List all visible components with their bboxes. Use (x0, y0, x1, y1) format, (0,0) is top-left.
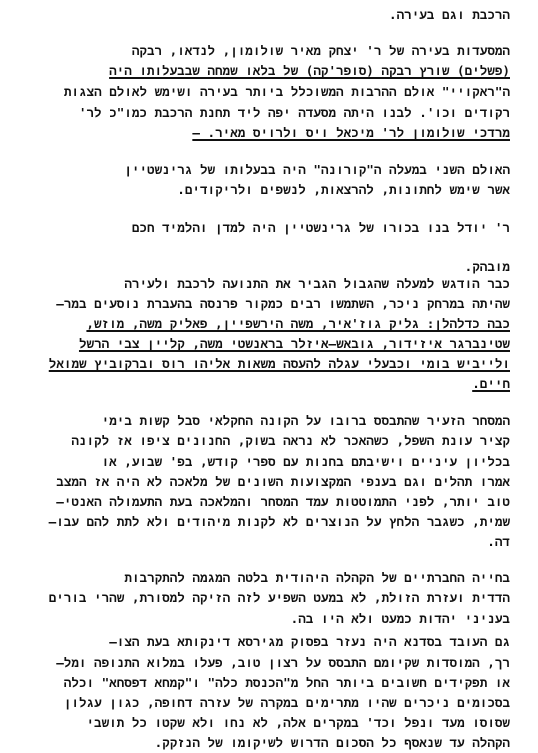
p3-line-1: ר' יודל בנו בכורו של גרינשטיין היה למדן והלמיד חכם (131, 220, 510, 235)
section-title: הרכבת וגם בעירה. (389, 7, 510, 22)
p1-line-5: מרדכי שולומון לר' מיכאל ויס ולרויס מאיר. – (192, 125, 510, 140)
p5-line-3: בכליון עיניים וישיבתם בחנות עם ספרי קודש, בפ' שבוע, או (101, 454, 510, 469)
p4-line-6: חיים. (472, 376, 510, 391)
p1-line-3: ה"ראקויי" אולם ההרבות המשוכלל ביותר בעירה ושימש לאולם הצגות (63, 84, 510, 99)
p7-line-5: שסוסו מעד ונפל וכד' במקרים אלה, לא נחו ולא שקטו כל תושבי (86, 715, 510, 730)
p5-line-5: טוב יותר, לפני התמוטטות עמד המסחר והמלאכה בעת התעמולה האנטי– (56, 494, 510, 509)
p4-line-2: שהיתה במרחק ניכר, השתמשו רבים כמקור פרנסה בהעברת נוסעים במר– (56, 296, 510, 311)
p4-line-1: כבר הודגש למעלה שהגבול הגביר את התנועה לרכבת ולעירה (124, 276, 510, 291)
p4-line-4: שטינברגר איזידור, גובאש–איזלר בראנשטי משה, קליין צבי הרשל (78, 336, 510, 351)
p5-line-7: דה. (487, 534, 510, 549)
p2-line-1: האולם השני במעלה ה"קורונה" היה בבעלותו של גרינשטיין (124, 162, 510, 177)
p1-line-2: (פשלים) שורץ רבקה (סופר'קה) של בלאו שמחה שבבעלותו היה (109, 63, 510, 78)
p5-line-1: המסחר הזעיר שהתבסס ברובו על הקונה החקלאי סבל קשות בימי (101, 413, 510, 428)
p1-line-4: רקודים וכו'. לבנו היתה מסעדה יפה ליד תחנת הרכבת כמו"כ לר' (78, 105, 510, 120)
p3-line-2: מובהק. (464, 259, 510, 274)
p5-line-6: שמית, כשגבר הלחץ על הנוצרים לא לקנות מיהודים ולא לתת להם עבו– (48, 514, 510, 529)
p1-line-1: המסעדות בעירה של ר' יצחק מאיר שולומון, לנדאו, רבקה (131, 43, 510, 58)
p4-line-3: כבה כדלהלן: גליק גוז'איר, משה הירשפיין, פאליק משה, מוזש, (86, 316, 510, 331)
p7-line-1: גם העובד בסדנא היה נעזר בפסוק מגירסא דינקותא בעת הצו– (109, 634, 510, 649)
p6-line-3: בעניני יהדות כמעט ולא היו בה. (290, 611, 510, 626)
p7-line-6: הקהלה עד שנאסף כל הסכום הדרוש לשיקומו של הנזקק. (154, 735, 510, 750)
p7-line-4: בסכומים ניכרים שהיו מתרימים במקרה של עזרה דחופה, כגון עגלון (63, 695, 510, 710)
p5-line-2: קציר עונת השפל, כשהאכר לא נראה בשוק, החנונים ציפו אז לקונה (71, 433, 510, 448)
p6-line-1: בחייה החברתיים של הקהלה היהודית בלטה המגמה להתקרבות (124, 570, 510, 585)
p2-line-2: אשר שימש לחתונות, להרצאות, לנשפים ולריקודים. (177, 182, 510, 197)
p6-line-2: הדדית ועזרת הזולת, לא במעט השפיע לזה הזיקה למסורת, שהרי בורים (48, 590, 510, 605)
p7-line-2: רך, המוסדות שקיומם התבסס על רצון טוב, פעלו במלוא התנופה ומל– (56, 655, 510, 670)
p7-line-3: או תפקידים חשובים ביותר החל מ"הכנסת כלה" ו"קמחא דפסחא" וכלה (63, 675, 510, 690)
p5-line-4: אמרו תהלים וגם בענפי המקצועות השונים של מלאכה לא היה אז המצב (56, 474, 510, 489)
p4-line-5: ולייביש בומי וכבעלי עגלה להעסה משאות אליהו רוס וברקוביץ שמואל (48, 356, 510, 371)
